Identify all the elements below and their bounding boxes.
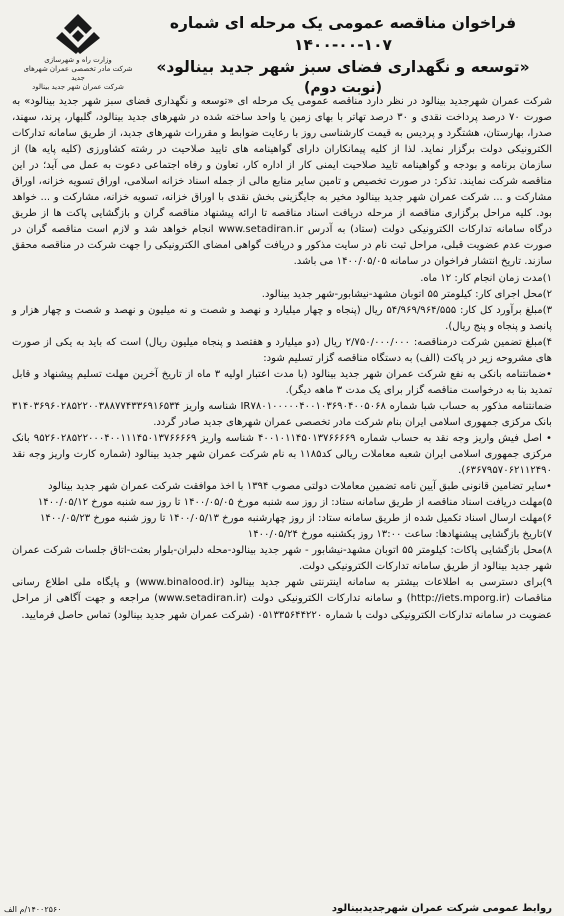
public-relations-signature: روابط عمومی شرکت عمران شهرجدیدبینالود <box>331 903 552 914</box>
item-guarantee: ۴)مبلغ تضمین شرکت درمناقصه: ۲/۷۵۰/۰۰۰/۰۰۰ ریال (دو میلیارد و هفتصد و پنجاه میلیون ریال) است که باید به یکی از صورت های مشروحه زیر در پاکت (الف) به دستگاه مناقصه گزار تسلیم شود: <box>12 336 552 364</box>
notice-title: فراخوان مناقصه عمومی یک مرحله ای شماره ۱۰۷-۰۰-۱۴۰۰ <box>169 14 517 54</box>
notice-id: ۱۴۰۰۲۵۶۰/م الف <box>4 905 62 914</box>
item-guarantee-bank: •ضمانتنامه بانکی به نفع شرکت عمران شهر جدید بینالود (با مدت اعتبار اولیه ۳ ماه از تاریخ آخرین مهلت تسلیم پیشنهاد و قابل تمدید بنا به درخواست مناقصه گزار برای یک مدت ۳ ماهه دیگر). <box>12 368 552 396</box>
organization-logo <box>18 12 138 92</box>
item-guarantee-other: •سایر تضامین قانونی طبق آیین نامه تضمین معاملات دولتی مصوب ۱۳۹۴ با اخذ موافقت شرکت عمران شهر جدید بینالود <box>48 481 552 493</box>
item-estimate: ۳)مبلغ برآورد کل کار: ۵۴/۹۶۹/۹۶۴/۵۵۵ ریال (پنجاه و چهار میلیارد و نهصد و شصت و نه میلیون و نهصد و شصت و چهار هزار و پانصد و پنجاه و پنج ریال). <box>12 304 552 332</box>
logo-subsidiary-text: شرکت عمران شهر جدید بینالود <box>32 83 124 91</box>
item-duration: ۱)مدت زمان انجام کار: ۱۲ ماه. <box>420 272 552 284</box>
item-guarantee-account: ضمانتنامه مذکور به حساب شبا شماره IR۷۸۰۱۰۰۰۰۰۴۰۰۱۰۳۶۹۰۴۰۰۵۰۶۸ شناسه واریز ۳۱۴۰۳۶۹۶۰۲۸۵۲۲۰۰۳۸۸۷۷۴۳۳۶۹۱۶۵۳۴ بانک مرکزی جمهوری اسلامی ایران بنام شرکت مادر تخصصی عمران شهرهای جدید صادر گردد. <box>12 400 552 428</box>
item-guarantee-cash: • اصل فیش واریز وجه نقد به حساب شماره ۴۰۰۱۰۱۱۴۵۰۱۳۷۶۶۶۶۹ شناسه واریز ۹۵۲۶۰۲۸۵۲۲۰۰۰۴۰۰۱۱۱۴۵۰۱۳۷۶۶۶۶۹ بانک مرکزی جمهوری اسلامی ایران شعبه معاملات ریالی کد۱۱۸۵ به نام شرکت عمران شهر جدید بینالود (شماره کارت واریز وجه نقد ۶۳۶۷۹۵۷۰۶۲۱۱۲۴۹۰). <box>12 432 552 477</box>
item-receive-deadline: ۵)مهلت دریافت اسناد مناقصه از طریق سامانه ستاد: از روز سه شنبه مورخ ۱۴۰۰/۰۵/۰۵ تا روز سه شنبه مورخ ۱۴۰۰/۰۵/۱۲ <box>37 497 552 509</box>
notice-footer <box>0 898 564 914</box>
logo-company-text: شرکت مادر تخصصی عمران شهرهای جدید <box>23 65 133 82</box>
notice-header <box>8 6 556 94</box>
notice-body <box>8 94 556 624</box>
notice-round: (نوبت دوم) <box>304 80 382 96</box>
intro-paragraph: شرکت عمران شهرجدید بینالود در نظر دارد مناقصه عمومی یک مرحله ای «توسعه و نگهداری فضای سبز شهر جدید بینالود» به صورت ۷۰ درصد پرداخت نقدی و ۳۰ درصد تهاتر با بهای زمین یا واحد ساخته شده در شهرهای جدید بینالود، گلبهار، پرند، سهند، صدرا، بهارستان، هشتگرد و پردیس به قیمت کارشناسی روز با رعایت ضوابط و مقررات شهرهای جدید، از طریق سامانه تدارکات الکترونیکی دولت برگزار نماید. لذا از کلیه پیمانکاران دارای گواهینامه های تایید صلاحیت در رشته کشاورزی (کلیه پایه ها) از سازمان برنامه و بودجه و گواهینامه تایید صلاحیت ایمنی کار از اداره کار، تعاون و رفاه اجتماعی دعوت به عمل می آید؛ در این مناقصه شرکت نمایند. تذکر: در صورت تخصیص و تامین سایر منابع مالی از جمله اسناد خزانه اسلامی، اوراق تسویه خزانه، اوراق مشارکت و ... شرکت عمران شهر جدید بینالود مخیر به جایگزینی بخش نقدی با اوراق خزانه، تسویه خزانه، مشارکت و ... خواهد بود. کلیه مراحل برگزاری مناقصه از مرحله دریافت اسناد مناقصه تا ارائه پیشنهاد مناقصه گران و بازگشایی پاکت ها از طریق درگاه سامانه تدارکات الکترونیکی دولت (ستاد) به آدرس www.setadiran.ir انجام خواهد شد و لازم است مناقصه گران در صورت عدم عضویت قبلی، مراحل ثبت نام در سایت مذکور و دریافت گواهی امضای الکترونیکی را جهت شرکت در مناقصه محقق سازند. تاریخ انتشار فراخوان در سامانه ۱۴۰۰/۰۵/۰۵ می باشد. <box>12 96 553 268</box>
notice-subject: «توسعه و نگهداری فضای سبز شهر جدید بینالود» <box>156 58 530 76</box>
item-submit-deadline: ۶)مهلت ارسال اسناد تکمیل شده از طریق سامانه ستاد: از روز چهارشنبه مورخ ۱۴۰۰/۰۵/۱۳ تا روز شنبه مورخ ۱۴۰۰/۰۵/۲۳ <box>39 513 552 525</box>
logo-emblem-icon <box>54 12 102 56</box>
logo-ministry-text: وزارت راه و شهرسازی <box>44 56 112 64</box>
item-more-info: ۹)برای دسترسی به اطلاعات بیشتر به سامانه اینترنتی شهر جدید بینالود (www.binalood.ir) و پایگاه ملی اطلاع رسانی مناقصات (http://iets.mporg.ir) و سامانه تدارکات الکترونیکی دولت (www.setadiran.ir) مراجعه و جهت آگاهی از مراحل عضویت در سامانه تدارکات الکترونیکی دولت با شماره ۰۵۱۳۳۵۶۴۴۲۲۰ (شرکت عمران شهر جدید بینالود) تماس حاصل فرمایید. <box>12 577 552 621</box>
item-location: ۲)محل اجرای کار: کیلومتر ۵۵ اتوبان مشهد-نیشابور-شهر جدید بینالود. <box>261 288 552 300</box>
notice-titles <box>138 12 548 98</box>
item-opening-place: ۸)محل بازگشایی پاکات: کیلومتر ۵۵ اتوبان مشهد-نیشابور - شهر جدید بینالود-محله دلبران-بلوار بعثت-اتاق جلسات شرکت عمران شهر جدید بینالود از طریق سامانه تدارکات الکترونیکی دولت. <box>12 545 552 573</box>
item-opening-date: ۷)تاریخ بازگشایی پیشنهادها: ساعت ۱۳:۰۰ روز یکشنبه مورخ ۱۴۰۰/۰۵/۲۴ <box>247 529 552 541</box>
